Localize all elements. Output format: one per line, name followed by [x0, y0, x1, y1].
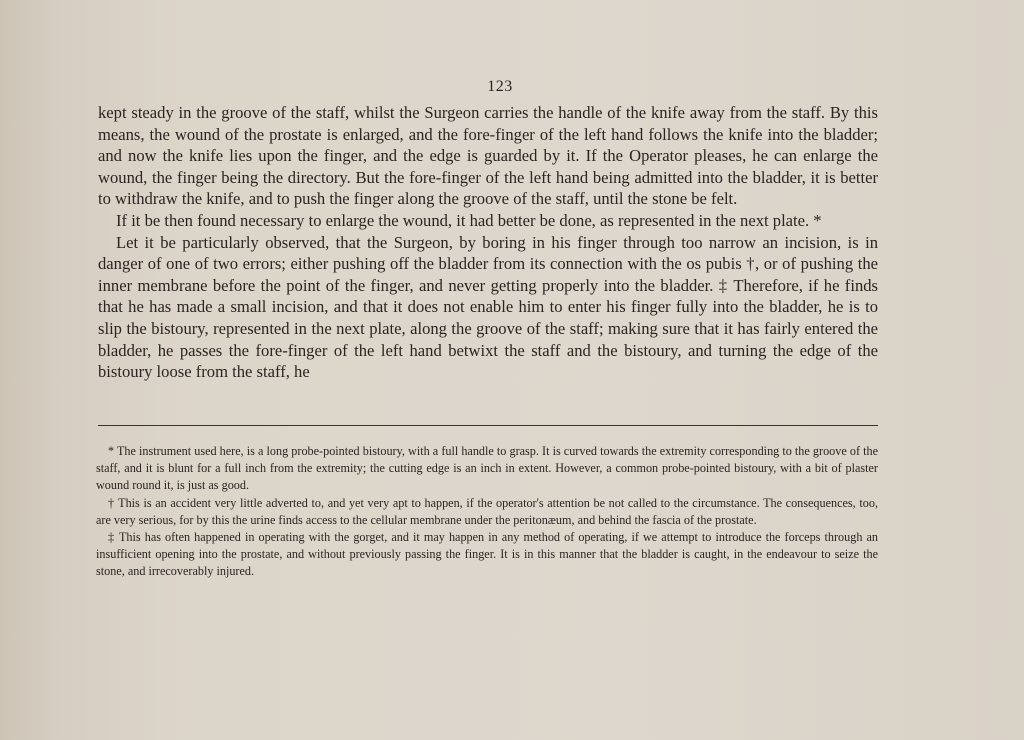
page-number: 123	[487, 78, 513, 95]
footnote-divider	[98, 425, 878, 426]
body-text	[98, 102, 878, 383]
body-paragraph-3: Let it be particularly observed, that the Surgeon, by boring in his finger through too narrow an incision, is in danger of one of two errors; either pushing off the bladder from its connection with the os pubis †, or of pushing the inner membrane before the point of the finger, and never getting properly into the bladder. ‡ Therefore, if he finds that he has made a small incision, and that it does not enable him to enter his finger fully into the bladder, he is to slip the bistoury, represented in the next plate, along the groove of the staff; making sure that it has fairly entered the bladder, he passes the fore-finger of the left hand betwixt the staff and the bistoury, and turning the edge of the bistoury loose from the staff, he	[98, 232, 878, 382]
body-paragraph-1: kept steady in the groove of the staff, whilst the Surgeon carries the handle of the knife away from the staff. By this means, the wound of the prostate is enlarged, and the fore-finger of the left hand follows the knife into the bladder; and now the knife lies upon the finger, and the edge is guarded by it. If the Operator pleases, he can enlarge the wound, the finger being the directory. But the fore-finger of the left hand being admitted into the bladder, it is better to withdraw the knife, and to push the finger along the groove of the staff, until the stone be felt.	[98, 103, 878, 209]
footnote-asterisk: * The instrument used here, is a long probe-pointed bistoury, with a full handle to grasp. It is curved towards the extremity corresponding to the groove of the staff, and it is blunt for a full inch from the extremity; the cutting edge is an inch in extent. However, a common probe-pointed bistoury, with a bit of plaster wound round it, is just as good.	[96, 444, 878, 493]
body-paragraph-2: If it be then found necessary to enlarge the wound, it had better be done, as represented in the next plate. *	[116, 210, 822, 230]
footnotes	[96, 443, 878, 581]
footnote-double-dagger: ‡ This has often happened in operating with the gorget, and it may happen in any method of operating, if we attempt to introduce the forceps through an insufficient opening into the prostate, and without previously passing the finger. It is in this manner that the bladder is caught, in the endeavour to seize the stone, and irrecoverably injured.	[96, 530, 878, 579]
footnote-dagger: † This is an accident very little adverted to, and yet very apt to happen, if the operator's attention be not called to the circumstance. The consequences, too, are very serious, for by this the urine finds access to the cellular membrane under the peritonæum, and behind the fascia of the prostate.	[96, 495, 878, 527]
